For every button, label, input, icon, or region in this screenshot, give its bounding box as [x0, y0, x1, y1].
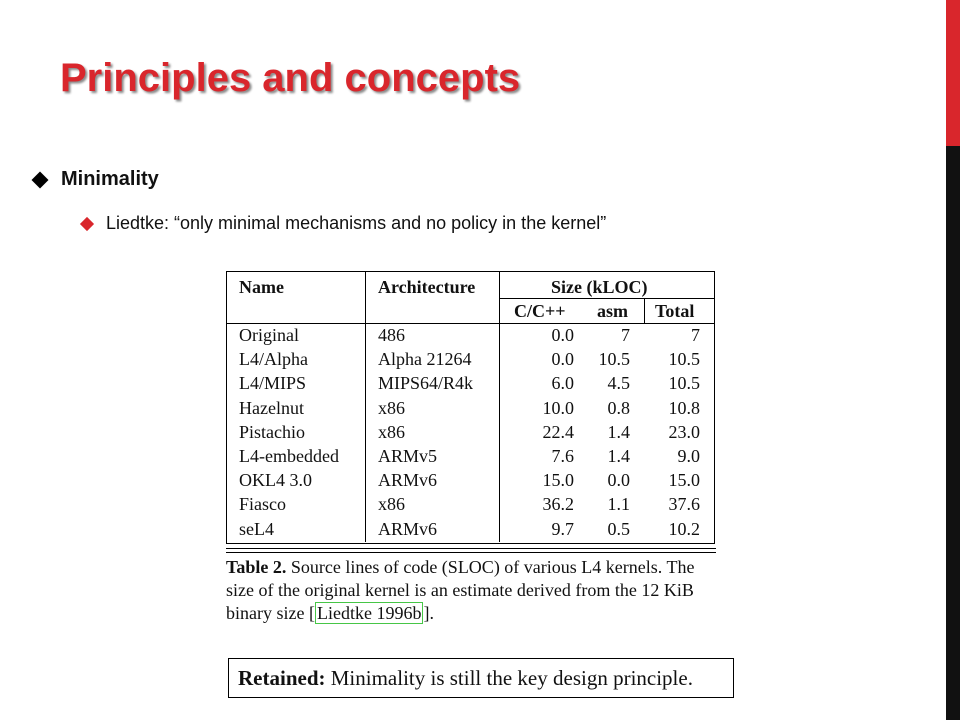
cell-total: 15.0 [668, 470, 700, 491]
cell-total: 10.5 [668, 373, 700, 394]
table-caption [226, 556, 726, 625]
table-row [227, 398, 714, 422]
diamond-bullet-red-icon [80, 216, 94, 230]
cell-asm: 4.5 [607, 373, 630, 394]
table-row [227, 349, 714, 373]
citation-link[interactable]: Liedtke 1996b [316, 603, 422, 623]
table-row [227, 422, 714, 446]
cell-name: Original [239, 325, 299, 345]
sloc-table [226, 271, 715, 544]
cell-architecture: x86 [378, 397, 405, 418]
cell-cc: 36.2 [542, 494, 574, 515]
cell-cc: 6.0 [551, 373, 574, 394]
accent-bar-red [946, 0, 960, 146]
table-header-rule [227, 323, 714, 324]
table-divider [499, 298, 714, 299]
caption-label: Table 2. [226, 557, 287, 577]
cell-architecture: ARMv6 [378, 518, 438, 539]
cell-architecture: Alpha 21264 [378, 349, 472, 370]
cell-total: 9.0 [677, 446, 700, 466]
table-row [227, 373, 714, 397]
header-total: Total [655, 301, 695, 321]
cell-cc: 9.7 [551, 518, 574, 539]
cell-name: L4/MIPS [239, 373, 307, 394]
cell-name: L4-embedded [239, 446, 339, 466]
cell-cc: 0.0 [551, 325, 574, 345]
cell-architecture: 486 [378, 325, 405, 345]
cell-cc: 7.6 [551, 446, 574, 466]
cell-asm: 0.5 [607, 518, 630, 539]
table-row [227, 494, 714, 518]
bullet-main-text: Minimality [61, 168, 159, 190]
header-asm: asm [597, 301, 628, 321]
accent-bar-black [946, 146, 960, 720]
cell-name: seL4 [239, 518, 274, 539]
table-row [227, 470, 714, 494]
table-rule [226, 548, 716, 549]
bullet-sub-text: Liedtke: “only minimal mechanisms and no policy in the kernel” [106, 213, 607, 233]
cell-name: Pistachio [239, 421, 305, 442]
cell-architecture: MIPS64/R4k [378, 373, 474, 394]
cell-cc: 10.0 [542, 397, 574, 418]
cell-name: OKL4 3.0 [239, 470, 312, 491]
header-size: Size (kLOC) [551, 277, 648, 297]
header-architecture: Architecture [378, 277, 476, 297]
table-rule [226, 552, 716, 553]
header-name: Name [239, 277, 284, 297]
cell-total: 10.8 [668, 397, 700, 418]
cell-asm: 1.1 [607, 494, 630, 515]
cell-name: Fiasco [239, 494, 286, 515]
cell-asm: 1.4 [607, 421, 630, 442]
bullet-level1 [34, 168, 159, 191]
cell-asm: 10.5 [598, 349, 630, 370]
cell-cc: 22.4 [542, 421, 574, 442]
cell-name: Hazelnut [239, 397, 304, 418]
table-divider [644, 298, 645, 324]
cell-asm: 1.4 [607, 446, 630, 466]
cell-architecture: x86 [378, 494, 405, 515]
cell-total: 37.6 [668, 494, 700, 515]
cell-asm: 7 [621, 325, 630, 345]
cell-total: 7 [691, 325, 700, 345]
header-cc: C/C++ [514, 301, 566, 321]
cell-cc: 15.0 [542, 470, 574, 491]
retained-label: Retained: [238, 666, 326, 690]
cell-total: 10.2 [668, 518, 700, 539]
cell-architecture: x86 [378, 421, 405, 442]
cell-asm: 0.8 [607, 397, 630, 418]
bullet-level2 [82, 213, 606, 234]
caption-text-end: ]. [423, 603, 434, 623]
diamond-bullet-icon [32, 171, 49, 188]
cell-architecture: ARMv5 [378, 446, 438, 466]
retained-box [228, 658, 734, 698]
cell-cc: 0.0 [551, 349, 574, 370]
cell-asm: 0.0 [607, 470, 630, 491]
retained-text: Minimality is still the key design principle. [330, 666, 693, 690]
cell-name: L4/Alpha [239, 349, 308, 370]
caption-text: Source lines of code (SLOC) of various L4 kernels. The size of the original kernel is an estimate derived from the 12 KiB binary size [ [226, 557, 695, 623]
cell-total: 23.0 [668, 421, 700, 442]
table-row [227, 325, 714, 349]
cell-architecture: ARMv6 [378, 470, 438, 491]
cell-total: 10.5 [668, 349, 700, 370]
slide-title: Principles and concepts [60, 56, 521, 100]
table-row [227, 519, 714, 543]
table-row [227, 446, 714, 470]
